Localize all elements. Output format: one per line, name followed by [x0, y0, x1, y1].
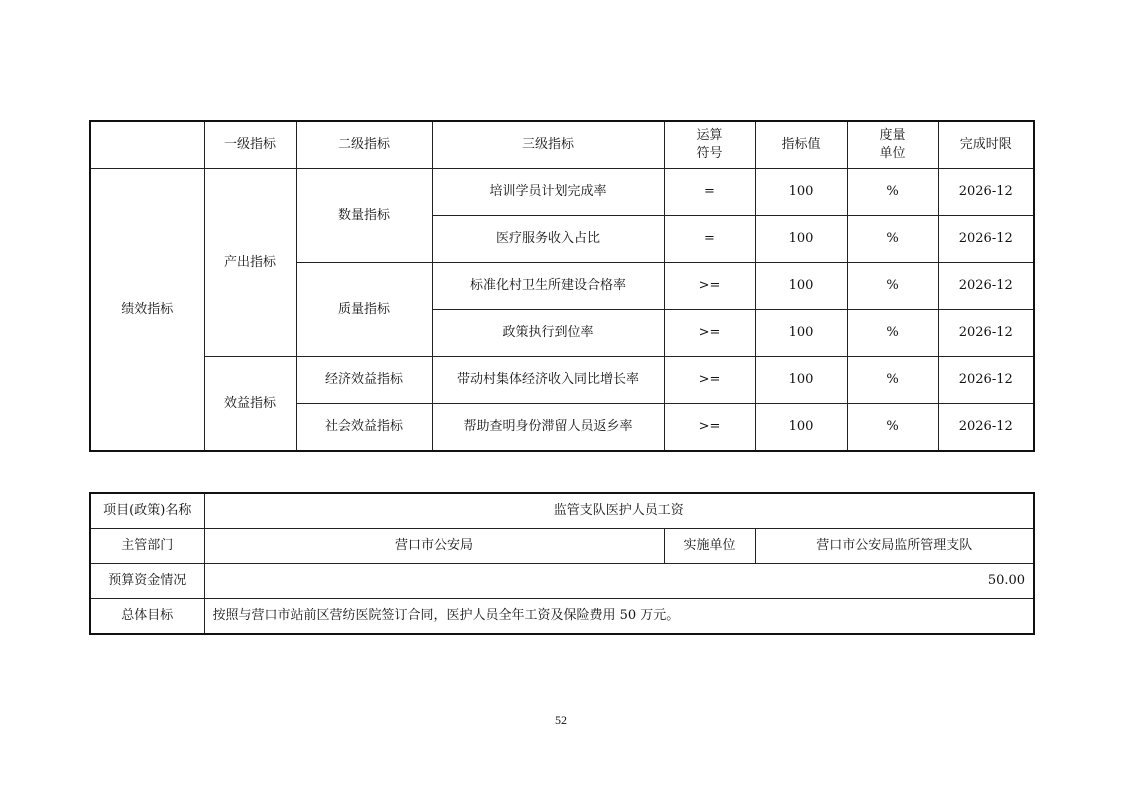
- deadline-cell: 2026-12: [938, 169, 1034, 216]
- deadline-cell: 2026-12: [938, 263, 1034, 310]
- header-operator-line2: 符号: [696, 146, 723, 161]
- table-row: [90, 564, 1034, 599]
- project-info-table: [89, 492, 1035, 635]
- table-row: [90, 493, 1034, 529]
- implementing-unit-value: 营口市公安局监所管理支队: [755, 529, 1034, 564]
- header-level3: 三级指标: [432, 121, 664, 169]
- deadline-cell: 2026-12: [938, 216, 1034, 263]
- header-level1: 一级指标: [204, 121, 296, 169]
- department-value: 营口市公安局: [204, 529, 664, 564]
- unit-cell: %: [847, 263, 938, 310]
- unit-cell: %: [847, 169, 938, 216]
- level3-cell: 政策执行到位率: [432, 310, 664, 357]
- header-deadline: 完成时限: [938, 121, 1034, 169]
- operator-cell: >=: [664, 404, 755, 452]
- budget-value: 50.00: [204, 564, 1034, 599]
- value-cell: 100: [755, 216, 847, 263]
- level2-economic: 经济效益指标: [296, 357, 432, 404]
- goal-label: 总体目标: [90, 599, 204, 635]
- unit-cell: %: [847, 216, 938, 263]
- level1-output: 产出指标: [204, 169, 296, 357]
- project-name-value: 监管支队医护人员工资: [204, 493, 1034, 529]
- table-row: [90, 357, 1034, 404]
- performance-indicator-table: [89, 120, 1035, 452]
- header-operator-line1: 运算: [696, 128, 723, 144]
- level3-cell: 标准化村卫生所建设合格率: [432, 263, 664, 310]
- header-level2: 二级指标: [296, 121, 432, 169]
- table-row: [90, 599, 1034, 635]
- level3-cell: 培训学员计划完成率: [432, 169, 664, 216]
- header-operator: [664, 121, 755, 169]
- deadline-cell: 2026-12: [938, 310, 1034, 357]
- level3-cell: 带动村集体经济收入同比增长率: [432, 357, 664, 404]
- value-cell: 100: [755, 263, 847, 310]
- level2-quantity: 数量指标: [296, 169, 432, 263]
- level1-benefit: 效益指标: [204, 357, 296, 452]
- table-row: [90, 529, 1034, 564]
- operator-cell: >=: [664, 310, 755, 357]
- goal-value: 按照与营口市站前区营纺医院签订合同，医护人员全年工资及保险费用 50 万元。: [204, 599, 1034, 635]
- unit-cell: %: [847, 357, 938, 404]
- operator-cell: =: [664, 216, 755, 263]
- value-cell: 100: [755, 310, 847, 357]
- table-row: [90, 169, 1034, 216]
- operator-cell: >=: [664, 263, 755, 310]
- value-cell: 100: [755, 404, 847, 452]
- table-header-row: [90, 121, 1034, 169]
- implementing-unit-label: 实施单位: [664, 529, 755, 564]
- operator-cell: >=: [664, 357, 755, 404]
- level3-cell: 帮助查明身份滞留人员返乡率: [432, 404, 664, 452]
- header-blank-cell: [90, 121, 204, 169]
- header-unit-line1: 度量: [879, 128, 906, 144]
- deadline-cell: 2026-12: [938, 404, 1034, 452]
- value-cell: 100: [755, 357, 847, 404]
- section-label: 绩效指标: [90, 169, 204, 452]
- header-unit-line2: 单位: [879, 146, 906, 161]
- deadline-cell: 2026-12: [938, 357, 1034, 404]
- unit-cell: %: [847, 310, 938, 357]
- budget-label: 预算资金情况: [90, 564, 204, 599]
- value-cell: 100: [755, 169, 847, 216]
- project-name-label: 项目(政策)名称: [90, 493, 204, 529]
- unit-cell: %: [847, 404, 938, 452]
- level3-cell: 医疗服务收入占比: [432, 216, 664, 263]
- operator-cell: =: [664, 169, 755, 216]
- header-value: 指标值: [755, 121, 847, 169]
- department-label: 主管部门: [90, 529, 204, 564]
- header-unit: [847, 121, 938, 169]
- level2-social: 社会效益指标: [296, 404, 432, 452]
- level2-quality: 质量指标: [296, 263, 432, 357]
- page-number: 52: [555, 713, 567, 727]
